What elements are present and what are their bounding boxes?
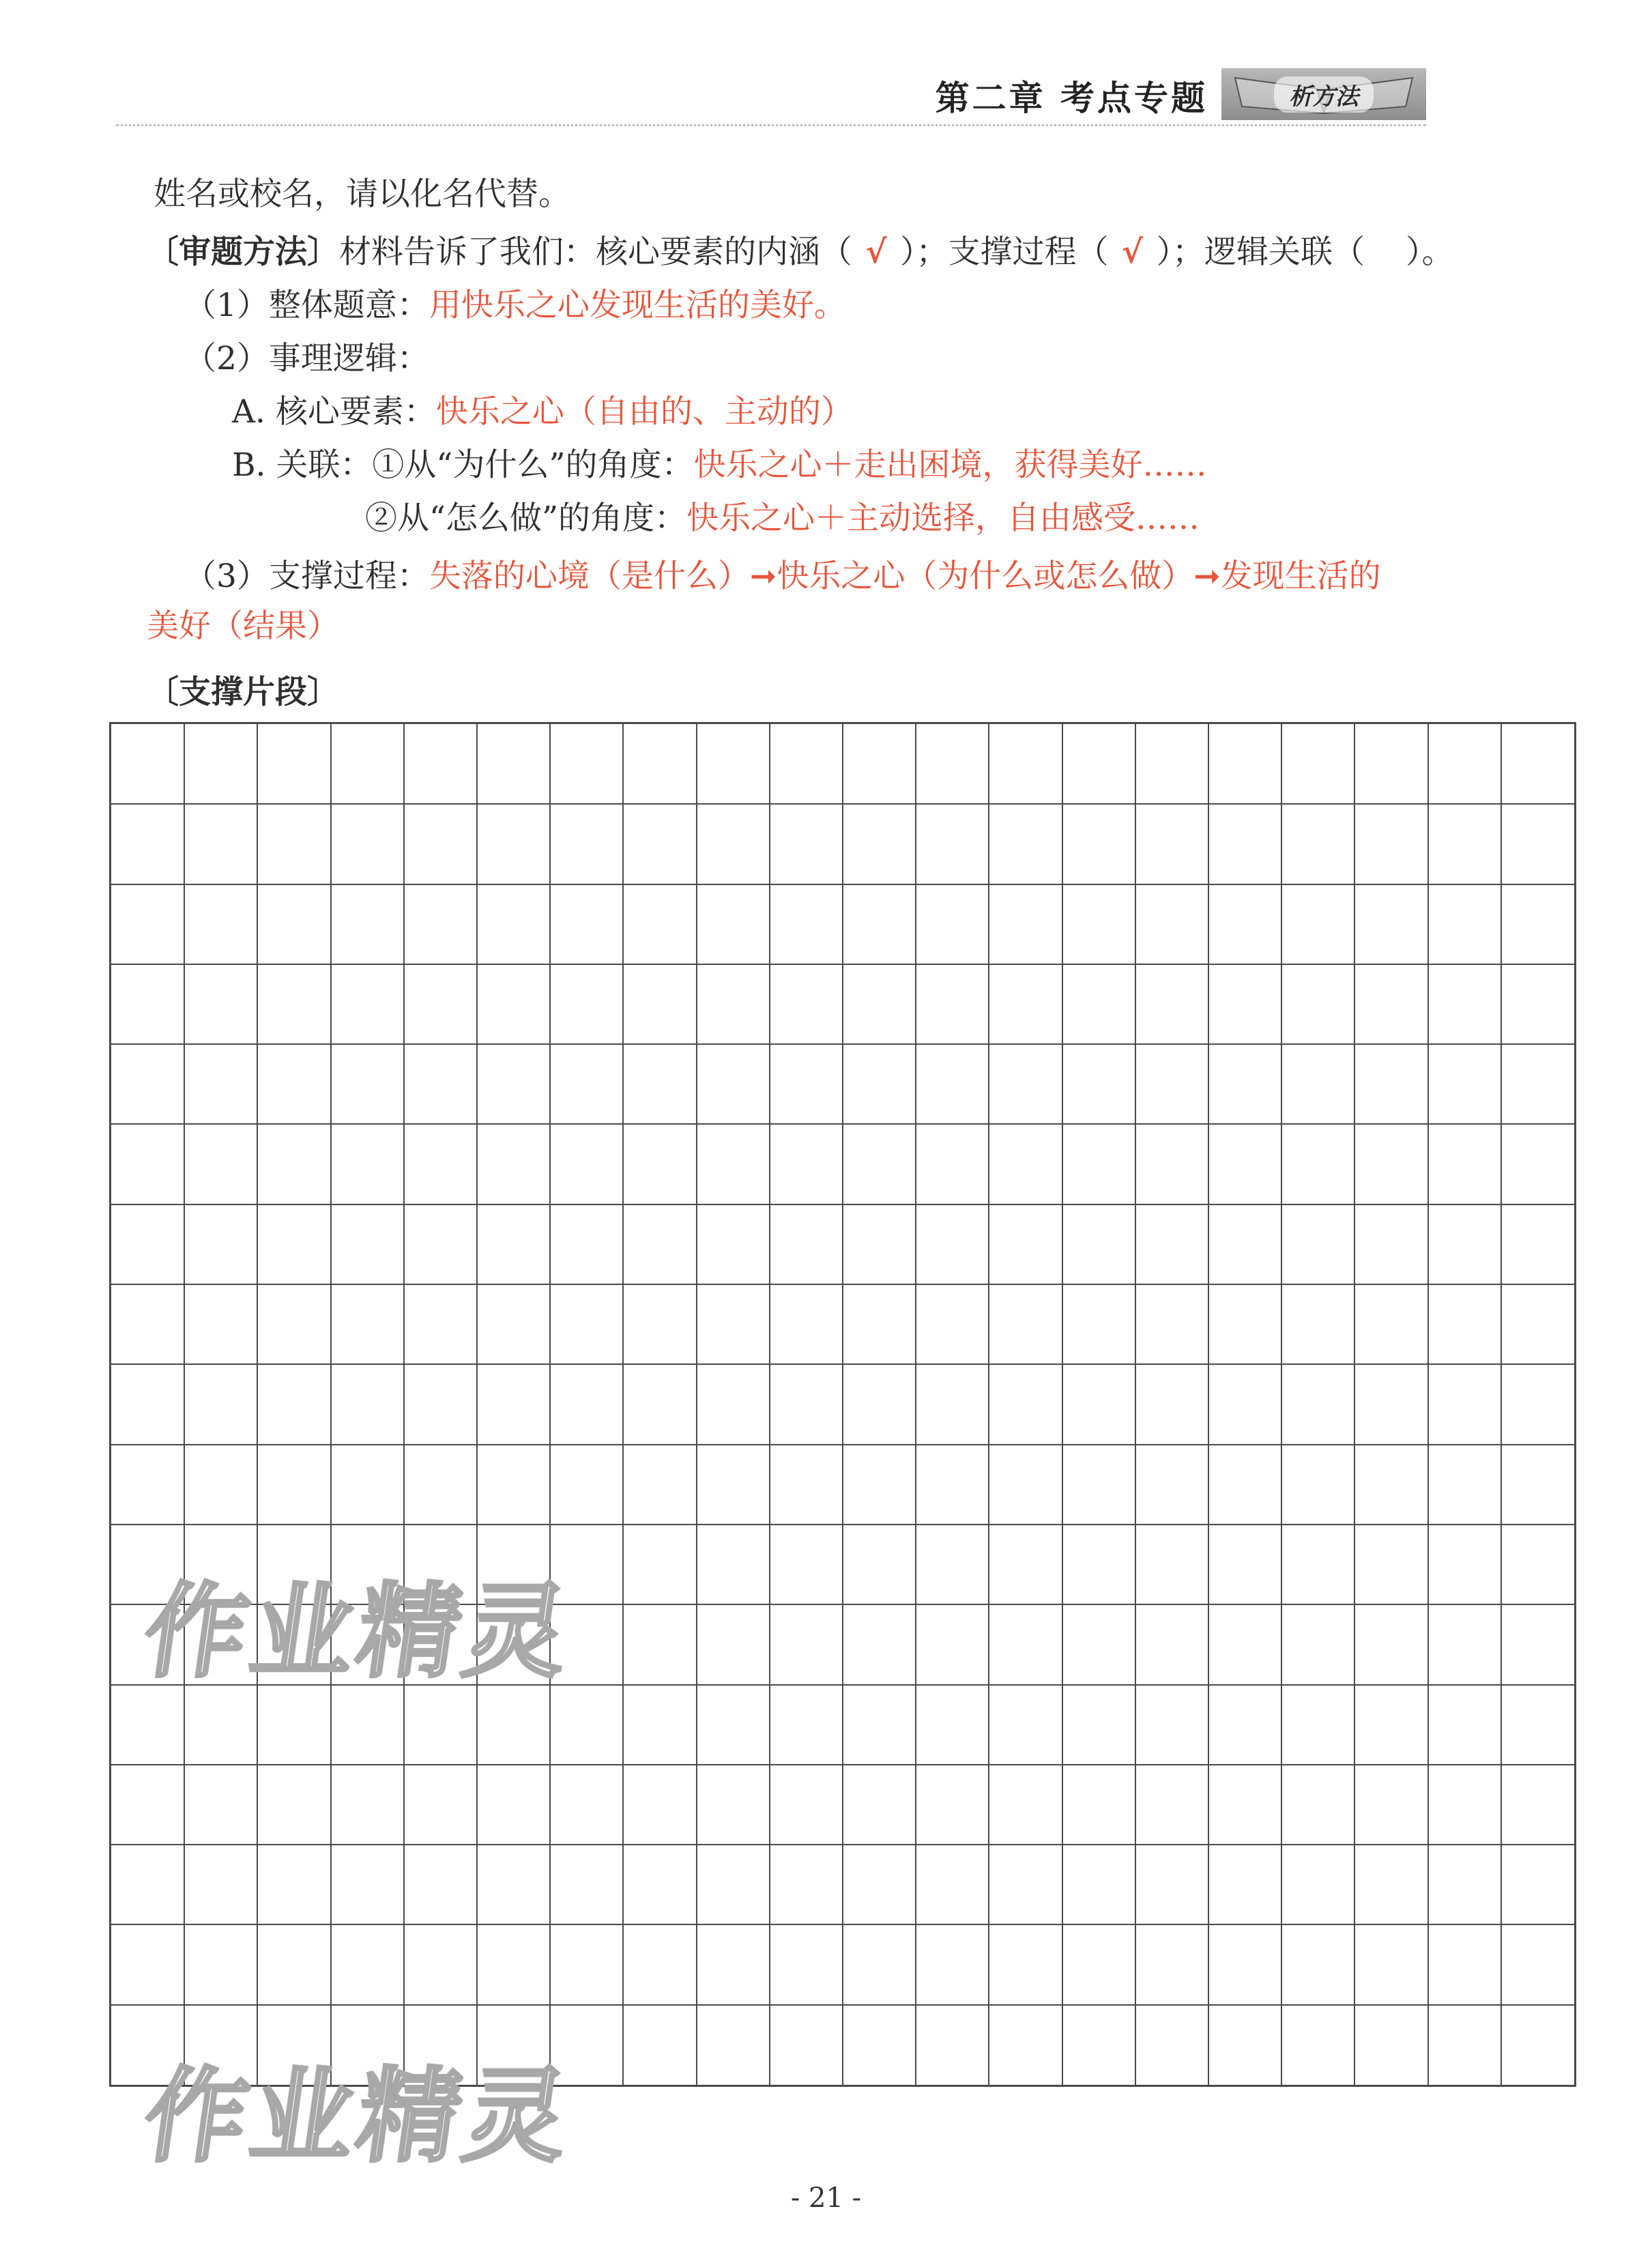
header-divider bbox=[116, 124, 1426, 126]
chapter-title: 第二章 考点专题 bbox=[935, 78, 1208, 118]
item-3-answer: 失落的心境（是什么）➞快乐之心（为什么或怎么做）➞发现生活的 bbox=[429, 558, 1381, 595]
method-text-a: 材料告诉了我们：核心要素的内涵（ bbox=[339, 233, 852, 271]
logo-text: 析方法 bbox=[1274, 76, 1374, 113]
intro-line: 姓名或校名，请以化名代替。 bbox=[154, 175, 570, 213]
method-line bbox=[147, 232, 1454, 273]
item-b-answer: 快乐之心＋走出困境，获得美好…… bbox=[693, 446, 1207, 484]
section-label: 〔支撑片段〕 bbox=[147, 674, 339, 711]
page-number: - 21 - bbox=[790, 2182, 862, 2214]
item-b-2 bbox=[365, 498, 1200, 539]
item-a-label: A. 核心要素： bbox=[232, 393, 436, 431]
item-1-label: （1）整体题意： bbox=[184, 287, 429, 324]
watermark-2: 作业精灵 bbox=[136, 2058, 580, 2176]
item-b-2-label: ②从“怎么做”的角度： bbox=[365, 500, 687, 537]
writing-grid[interactable] bbox=[109, 722, 1576, 2087]
item-b bbox=[232, 445, 1206, 486]
section-logo bbox=[1221, 68, 1426, 120]
item-a-answer: 快乐之心（自由的、主动的） bbox=[435, 393, 853, 431]
check-mark-2: √ bbox=[1122, 233, 1143, 271]
item-b-label: B. 关联：①从“为什么”的角度： bbox=[232, 446, 694, 484]
item-2-label: （2）事理逻辑： bbox=[184, 340, 429, 377]
item-1-answer: 用快乐之心发现生活的美好。 bbox=[429, 287, 846, 324]
page-header bbox=[116, 66, 1426, 127]
check-mark-1: √ bbox=[865, 233, 887, 271]
item-1 bbox=[184, 285, 846, 326]
item-3-answer-cont: 美好（结果） bbox=[147, 607, 339, 645]
method-text-b: ）；支撑过程（ bbox=[900, 233, 1109, 271]
method-text-c: ）；逻辑关联（ bbox=[1156, 233, 1365, 271]
item-3-label: （3）支撑过程： bbox=[184, 558, 429, 595]
item-2 bbox=[184, 338, 429, 379]
grid-lines bbox=[111, 724, 1574, 2085]
item-a bbox=[232, 392, 853, 433]
method-label: 〔审题方法〕 bbox=[147, 233, 339, 271]
item-3 bbox=[184, 556, 1381, 597]
method-text-d: ）。 bbox=[1406, 233, 1454, 271]
item-b-2-answer: 快乐之心＋主动选择，自由感受…… bbox=[686, 500, 1200, 537]
watermark-1: 作业精灵 bbox=[136, 1573, 580, 1692]
